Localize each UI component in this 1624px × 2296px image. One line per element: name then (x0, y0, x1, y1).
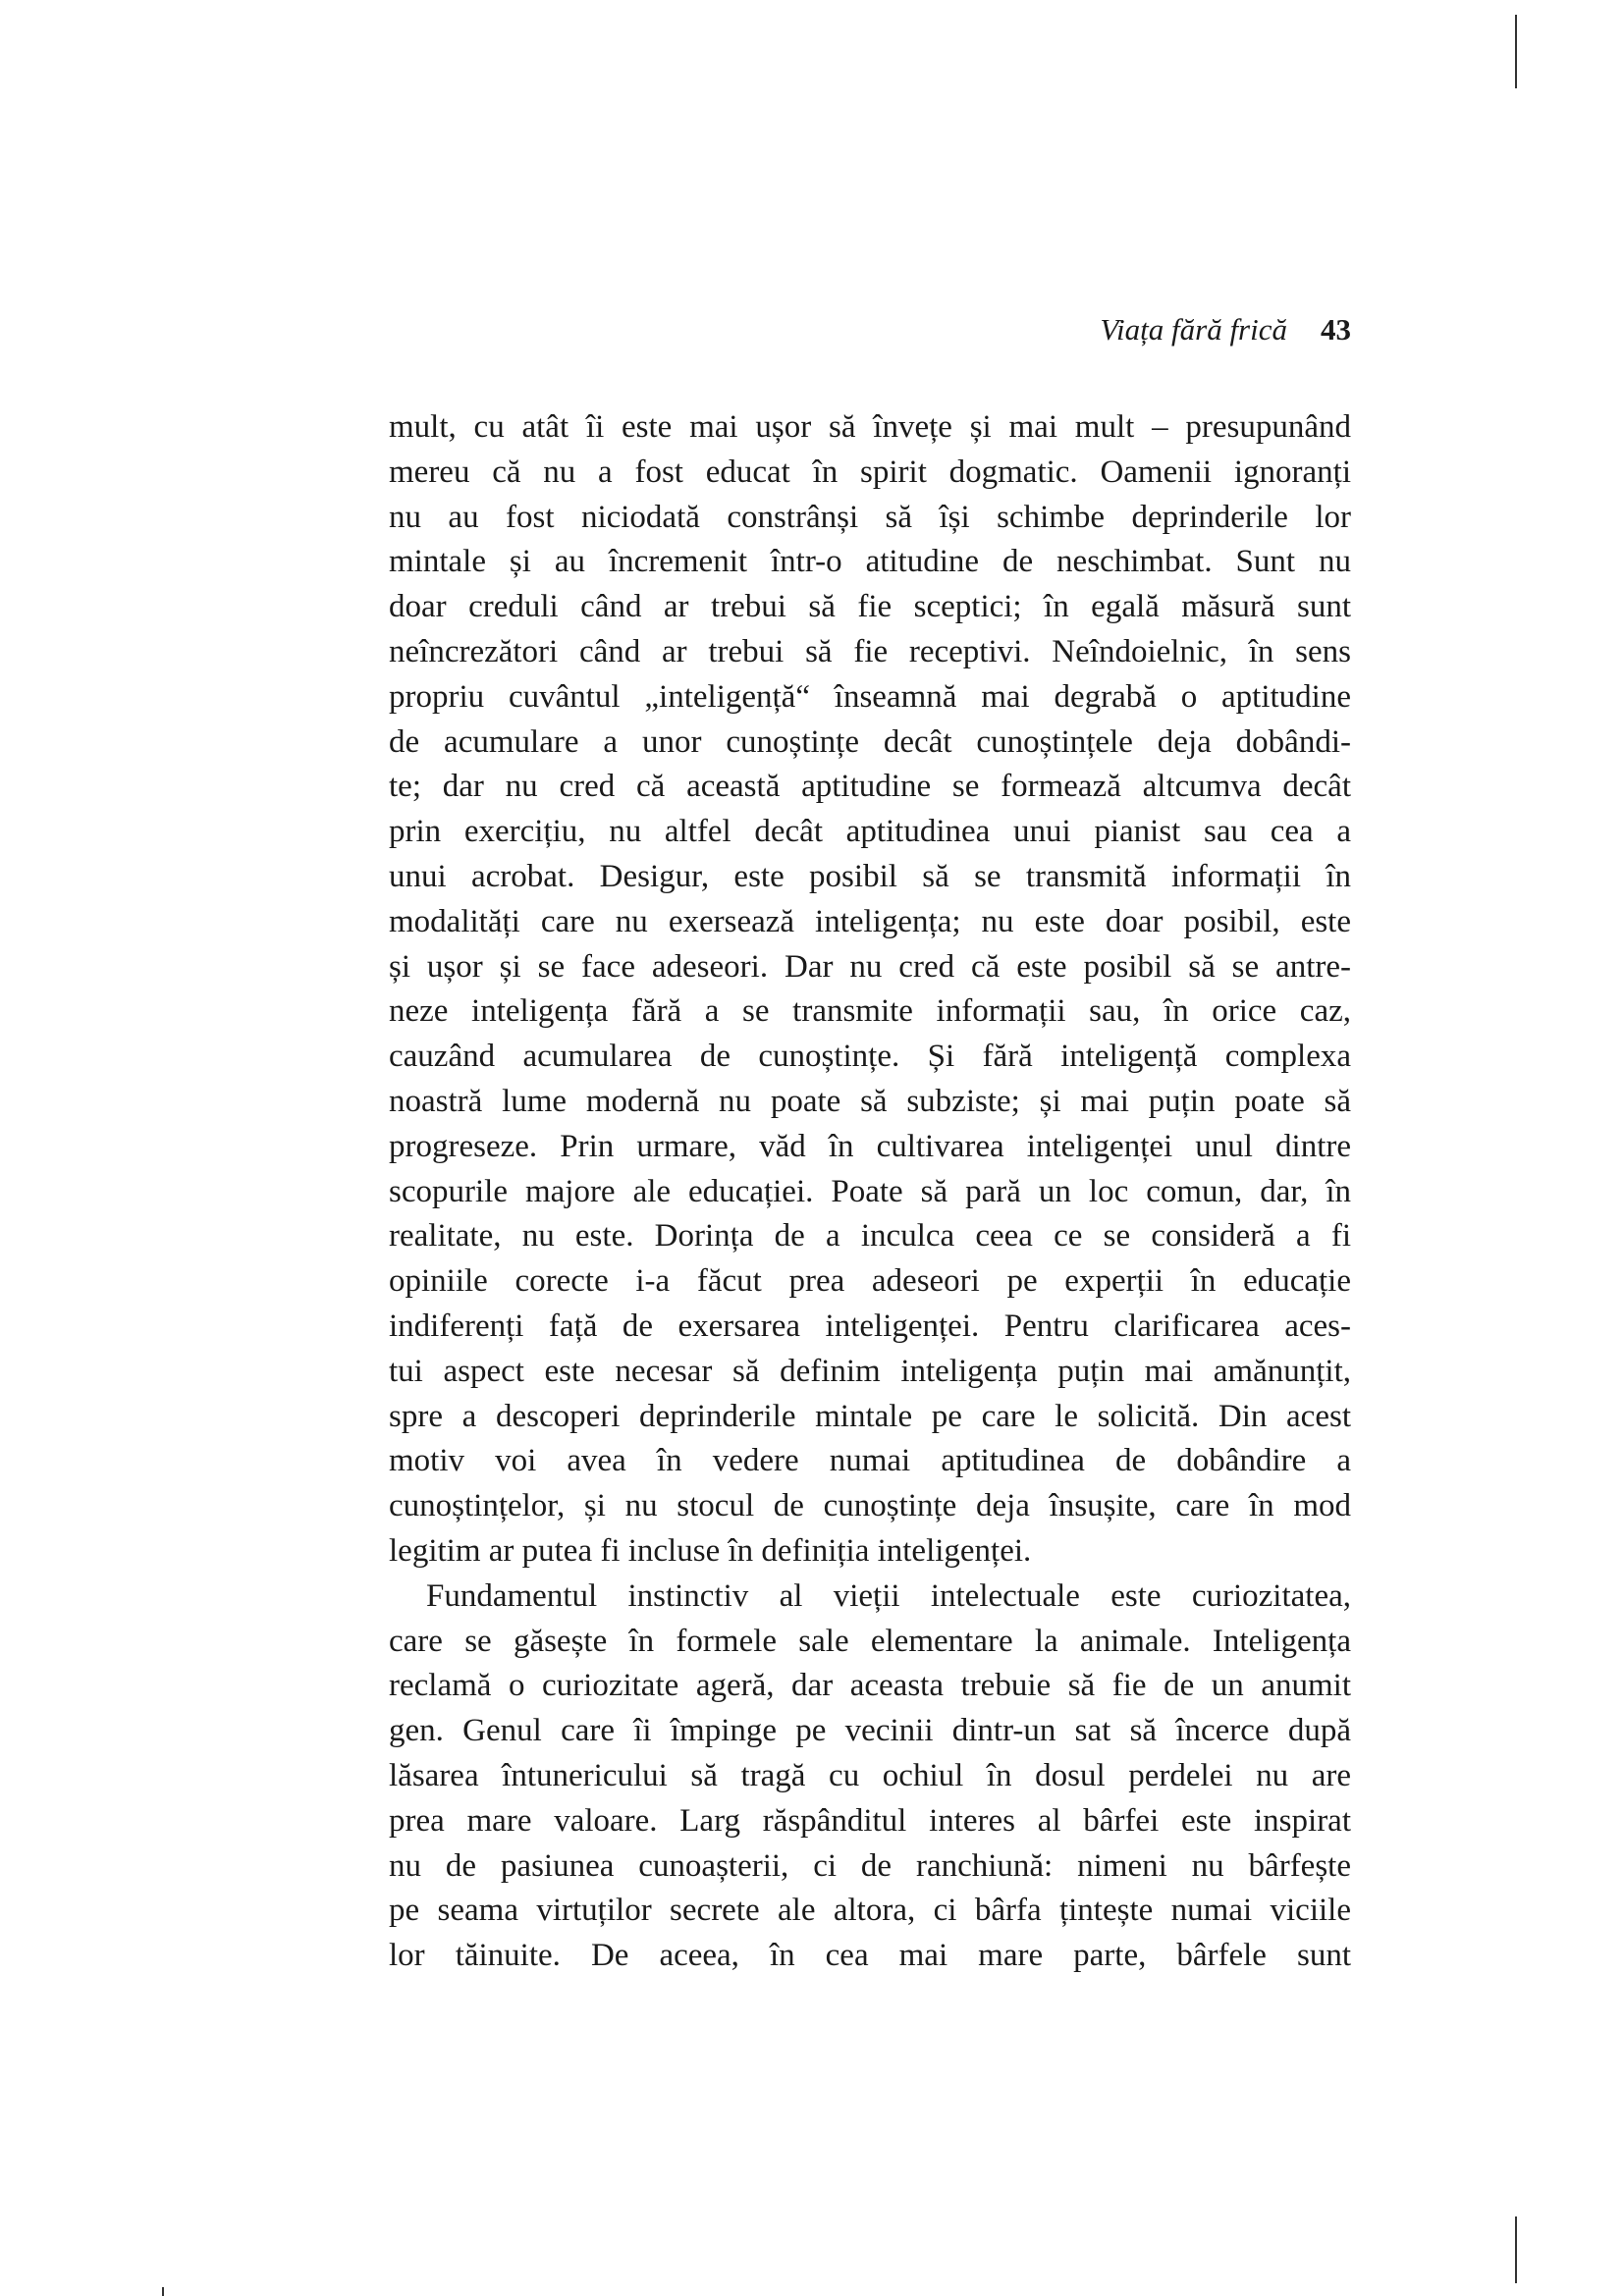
text-line: unui acrobat. Desigur, este posibil să se transmită informații în (389, 858, 1351, 894)
text-line: de acumulare a unor cunoștințe decât cunoștințele deja dobândi- (389, 723, 1351, 760)
text-line: mintale și au încremenit într-o atitudine de neschimbat. Sunt nu (389, 544, 1351, 580)
text-line: progreseze. Prin urmare, văd în cultivarea inteligenței unul dintre (389, 1128, 1351, 1164)
text-line: Fundamentul instinctiv al vieții intelectuale este curiozitatea, (426, 1577, 1351, 1614)
paragraph (389, 405, 1351, 1575)
text-line: motiv voi avea în vedere numai aptitudinea de dobândire a (389, 1443, 1351, 1479)
running-title: Viața fără frică (1100, 312, 1287, 347)
text-line: te; dar nu cred că această aptitudine se formează altcumva decât (389, 769, 1351, 805)
text-line: legitim ar putea fi incluse în definiția inteligenței. (389, 1532, 1032, 1569)
text-line: scopurile majore ale educației. Poate să pară un loc comun, dar, în (389, 1173, 1351, 1209)
text-line: mult, cu atât îi este mai ușor să învețe și mai mult – presupunând (389, 409, 1351, 445)
text-line: neze inteligența fără a se transmite informații sau, în orice caz, (389, 993, 1351, 1030)
text-line: propriu cuvântul „inteligență“ înseamnă mai degrabă o aptitudine (389, 678, 1351, 715)
text-line: modalități care nu exersează inteligența; nu este doar posibil, este (389, 903, 1351, 939)
text-line: indiferenți față de exersarea inteligenței. Pentru clarificarea aces- (389, 1308, 1351, 1344)
text-line: prea mare valoare. Larg răspânditul interes al bârfei este inspirat (389, 1802, 1351, 1839)
text-line: și ușor și se face adeseori. Dar nu cred că este posibil să se antre- (389, 948, 1351, 985)
text-line: reclamă o curiozitate ageră, dar aceasta trebuie să fie de un anumit (389, 1668, 1351, 1704)
text-line: spre a descoperi deprinderile mintale pe care le solicită. Din acest (389, 1398, 1351, 1434)
text-line: tui aspect este necesar să definim inteligența puțin mai amănunțit, (389, 1353, 1351, 1389)
text-line: opiniile corecte i-a făcut prea adeseori pe experții în educație (389, 1263, 1351, 1300)
crop-mark-top-right (1515, 15, 1517, 88)
text-line: nu au fost niciodată constrânși să își schimbe deprinderile lor (389, 499, 1351, 535)
text-line: gen. Genul care îi împinge pe vecinii dintr-un sat să încerce după (389, 1713, 1351, 1749)
text-line: neîncrezători când ar trebui să fie receptivi. Neîndoielnic, în sens (389, 633, 1351, 669)
text-line: cauzând acumularea de cunoștințe. Și fără inteligență complexa (389, 1039, 1351, 1075)
crop-mark-bottom-left (162, 2287, 164, 2296)
text-line: cunoștințelor, și nu stocul de cunoștințe deja însușite, care în mod (389, 1488, 1351, 1524)
text-line: prin exercițiu, nu altfel decât aptitudinea unui pianist sau cea a (389, 814, 1351, 850)
text-line: doar creduli când ar trebui să fie sceptici; în egală măsură sunt (389, 589, 1351, 625)
running-header (1100, 312, 1351, 347)
text-line: nu de pasiunea cunoașterii, ci de ranchiună: nimeni nu bârfește (389, 1847, 1351, 1884)
text-line: lăsarea întunericului să tragă cu ochiul în dosul perdelei nu are (389, 1757, 1351, 1793)
text-line: mereu că nu a fost educat în spirit dogmatic. Oamenii ignoranți (389, 454, 1351, 490)
page-number: 43 (1321, 312, 1351, 347)
text-line: noastră lume modernă nu poate să subziste; și mai puțin poate să (389, 1083, 1351, 1119)
paragraph (389, 1575, 1351, 1979)
text-line: pe seama virtuților secrete ale altora, ci bârfa țintește numai viciile (389, 1893, 1351, 1929)
body-text (389, 405, 1351, 1979)
text-line: lor tăinuite. De aceea, în cea mai mare parte, bârfele sunt (389, 1938, 1351, 1974)
text-line: realitate, nu este. Dorința de a inculca ceea ce se consideră a fi (389, 1218, 1351, 1255)
text-line: care se găsește în formele sale elementare la animale. Inteligența (389, 1623, 1351, 1659)
crop-mark-bottom-right (1515, 2216, 1517, 2283)
